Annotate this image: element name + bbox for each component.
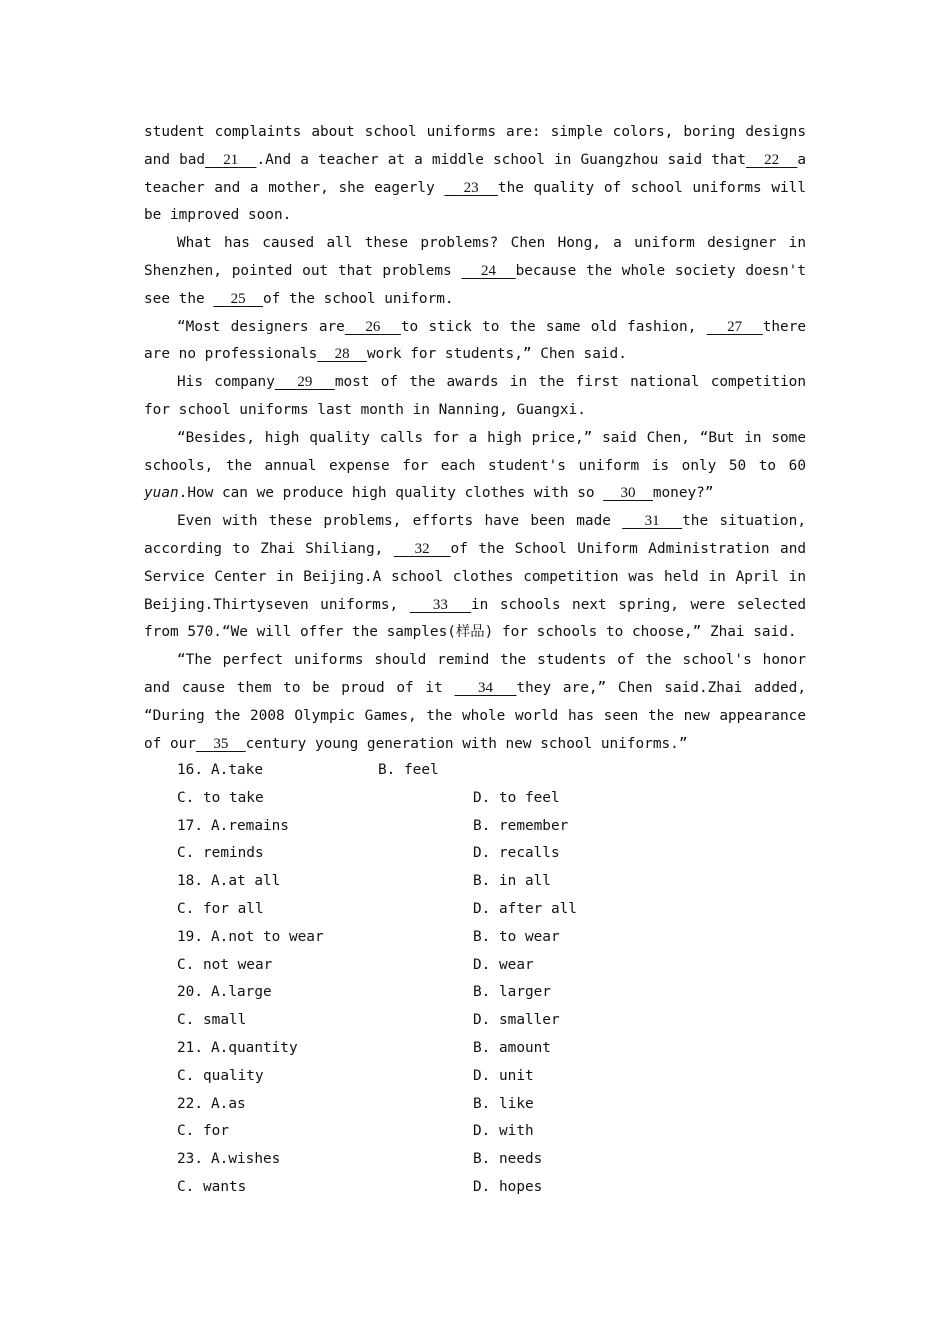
option-row-23-ab	[177, 1146, 797, 1174]
option-c: C. quality	[177, 1067, 264, 1084]
text: to stick to the same old fashion,	[400, 318, 707, 335]
option-a: A.quantity	[211, 1039, 298, 1056]
paragraph-2	[144, 230, 806, 313]
text: .How can we produce high quality clothes with so	[178, 485, 604, 502]
answer-options	[177, 757, 797, 1202]
text: student complaints about school uniforms are: simple colors, boring designs and bad	[144, 124, 806, 168]
text: “The perfect uniforms should remind the students of the school's honor and cause them to be proud of it	[144, 652, 806, 696]
text: What has caused all these problems? Chen Hong, a uniform designer in Shenzhen, pointed out that problems	[144, 235, 806, 279]
option-b: B. like	[473, 1095, 534, 1112]
text: “Most designers are	[177, 318, 345, 335]
option-c: C. small	[177, 1012, 247, 1029]
option-row-23-cd	[177, 1174, 797, 1202]
text: of the school uniform.	[262, 290, 454, 307]
option-a: A.take	[211, 762, 263, 778]
option-c: C. for all	[177, 900, 264, 917]
paragraph-3	[144, 314, 806, 370]
option-d: D. hopes	[473, 1178, 543, 1195]
blank-24: 24	[481, 262, 497, 279]
question-number: 21.	[177, 1039, 203, 1056]
text: the situation, according to Zhai Shiliang,	[144, 513, 806, 557]
text: they are,” Chen said.Zhai added, “During the 2008 Olympic Games, the whole world has seen the new appearance of our	[144, 679, 807, 752]
question-number: 18.	[177, 873, 203, 890]
text: work for students,” Chen said.	[366, 346, 627, 363]
text: because the whole society doesn't see the	[144, 262, 806, 307]
paragraph-7	[144, 647, 806, 758]
question-number: 19.	[177, 928, 203, 945]
option-row-17-ab	[177, 813, 797, 841]
option-row-21-cd	[177, 1063, 797, 1091]
text: His company	[177, 374, 275, 391]
option-d: D. unit	[473, 1067, 534, 1084]
text: Even with these problems, efforts have been made	[177, 513, 623, 530]
option-c: C. for	[177, 1123, 229, 1140]
question-number: 23.	[177, 1151, 203, 1168]
option-row-18-ab	[177, 868, 797, 896]
option-b: B. larger	[473, 984, 551, 1001]
option-row-16-ab	[177, 757, 797, 785]
blank-29: 29	[297, 374, 313, 391]
blank-35: 35	[213, 735, 229, 752]
option-a: A.large	[211, 984, 272, 1001]
blank-32: 32	[414, 540, 430, 557]
yuan-italic: yuan	[144, 485, 179, 502]
option-row-16-cd	[177, 785, 797, 813]
paragraph-6	[144, 508, 806, 647]
text: most of the awards in the first national competition for school uniforms last month in Nanning, Guangxi.	[144, 374, 806, 418]
option-d: D. to feel	[473, 789, 560, 806]
blank-34: 34	[477, 679, 493, 696]
option-row-22-cd	[177, 1118, 797, 1146]
text: .And a teacher at a middle school in Guangzhou said that	[256, 151, 746, 168]
option-d: D. with	[473, 1123, 534, 1140]
option-d: D. wear	[473, 956, 534, 973]
text: there are no professionals	[144, 318, 807, 363]
option-row-20-ab	[177, 979, 797, 1007]
text: a teacher and a mother, she eagerly	[144, 151, 807, 196]
text: of the School Uniform Administration and Service Center in Beijing.A school clothes competition was held in April in Beijing.Thirtyseven uniforms,	[144, 540, 807, 613]
option-a: A.remains	[211, 817, 289, 834]
blank-21: 21	[223, 151, 239, 168]
text: money?”	[652, 485, 714, 502]
blank-22: 22	[764, 151, 780, 168]
question-number: 20.	[177, 984, 203, 1001]
blank-33: 33	[432, 596, 448, 613]
blank-26: 26	[365, 318, 381, 335]
option-row-20-cd	[177, 1007, 797, 1035]
option-b: B. to wear	[473, 928, 560, 945]
option-row-18-cd	[177, 896, 797, 924]
option-row-22-ab	[177, 1091, 797, 1119]
question-number: 17.	[177, 817, 203, 834]
text: “Besides, high quality calls for a high price,” said Chen, “But in some schools, the annual expense for each student's uniform is only 50 to 60	[144, 429, 806, 474]
option-a: A.wishes	[211, 1151, 281, 1168]
option-d: D. recalls	[473, 845, 560, 862]
question-number: 16.	[177, 762, 203, 778]
option-c: C. reminds	[177, 845, 264, 862]
paragraph-4	[144, 369, 806, 425]
passage	[144, 119, 806, 758]
option-b: B. in all	[473, 873, 551, 890]
text: in schools next spring, were selected from 570.“We will offer the samples(样品) for schools to choose,” Zhai said.	[144, 596, 807, 641]
option-c: C. not wear	[177, 956, 273, 973]
blank-31: 31	[644, 513, 660, 530]
option-d: D. after all	[473, 900, 577, 917]
blank-30: 30	[620, 485, 636, 502]
option-b: B. remember	[473, 817, 569, 834]
option-b: B. feel	[378, 762, 439, 778]
option-row-17-cd	[177, 840, 797, 868]
blank-23: 23	[463, 179, 479, 196]
blank-25: 25	[230, 290, 246, 307]
text: century young generation with new school uniforms.”	[245, 735, 688, 752]
option-b: B. amount	[473, 1039, 551, 1056]
option-b: B. needs	[473, 1151, 543, 1168]
text: the quality of school uniforms will be improved soon.	[144, 179, 806, 224]
question-number: 22.	[177, 1095, 203, 1112]
blank-27: 27	[727, 318, 743, 335]
option-row-21-ab	[177, 1035, 797, 1063]
option-c: C. to take	[177, 789, 264, 806]
option-c: C. wants	[177, 1178, 247, 1195]
paragraph-5	[144, 425, 806, 508]
option-a: A.not to wear	[211, 928, 324, 945]
option-row-19-cd	[177, 952, 797, 980]
blank-28: 28	[334, 346, 350, 363]
option-a: A.as	[211, 1095, 246, 1112]
option-row-19-ab	[177, 924, 797, 952]
paragraph-1	[144, 119, 806, 230]
option-a: A.at all	[211, 873, 281, 890]
option-d: D. smaller	[473, 1012, 560, 1029]
